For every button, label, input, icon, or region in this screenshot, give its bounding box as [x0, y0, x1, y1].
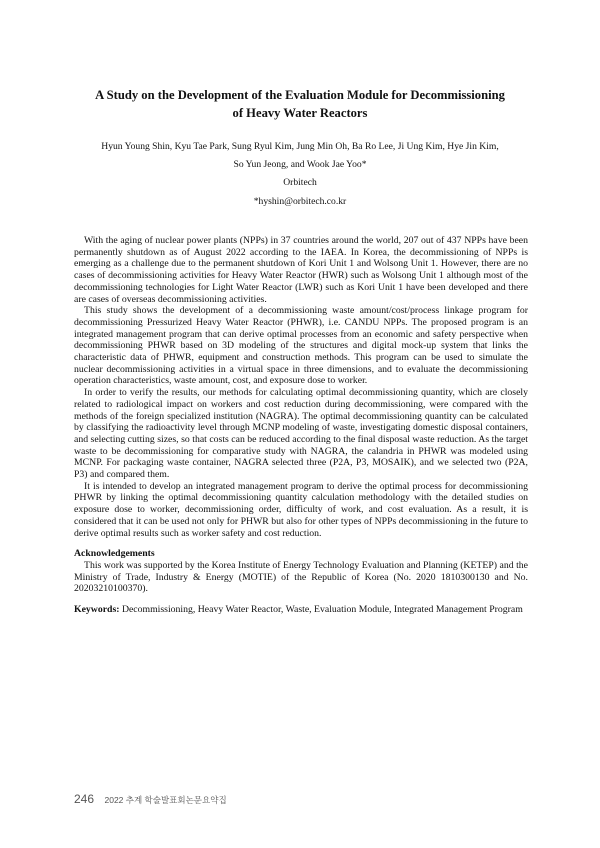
abstract-body — [74, 235, 528, 616]
body-paragraph: It is intended to develop an integrated management program to derive the optimal process for decommissioning PHWR by linking the optimal decommissioning quantity calculation methodology with the detailed studies on exposure dose to worker, decommissioning order, difficulty of work, and cost evaluation. As a result, it is considered that it can be used not only for PHWR but also for other types of NPPs decommissioning in the future to derive optimal results such as worker safety and cost reduction. — [74, 480, 528, 539]
author-list — [50, 138, 550, 174]
acknowledgements-heading: Acknowledgements — [74, 548, 155, 560]
body-paragraph: With the aging of nuclear power plants (NPPs) in 37 countries around the world, 207 out of 437 NPPs have been permanently shutdown as of August 2022 according to the IAEA. In Korea, the decommissioning of NPPs is emerging as a challenge due to the permanent shutdown of Kori Unit 1 and Wolsong Unit 1. However, there are no cases of decommissioning activities for Heavy Water Reactor (HWR) such as Wolsong Unit 1 although most of the decommissioning technologies for Light Water Reactor (LWR) such as Kori Unit 1 have been developed and there are cases of overseas decommissioning activities. — [74, 235, 528, 305]
journal-name: 2022 추계 학술발표회논문요약집 — [104, 795, 227, 805]
body-paragraph: This study shows the development of a decommissioning waste amount/cost/process linkage program for decommissioning Pressurized Heavy Water Reactor (PHWR), i.e. CANDU NPPs. The proposed program is an integrated management program that can derive optimal processes from an economic and safety perspective when decommissioning PHWR based on 3D modeling of the structures and digital mock-up system that links the characteristic data of PHWR, equipment and construction methods. This program can be used to simulate the nuclear decommissioning activities in a virtual space in three dimensions, and to evaluate the decommissioning operation characteristics, waste amount, cost, and exposure dose to worker. — [74, 305, 528, 387]
corresponding-email: *hyshin@orbitech.co.kr — [253, 196, 347, 207]
paper-title — [60, 86, 540, 122]
title-line: of Heavy Water Reactors — [232, 106, 368, 120]
keywords — [74, 604, 528, 616]
page-number: 246 — [74, 792, 95, 806]
author-line: Hyun Young Shin, Kyu Tae Park, Sung Ryul Kim, Jung Min Oh, Ba Ro Lee, Ji Ung Kim, Hye Jin Kim, — [101, 141, 499, 152]
acknowledgements-text: This work was supported by the Korea Institute of Energy Technology Evaluation and Planning (KETEP) and the Ministry of Trade, Industry & Energy (MOTIE) of the Republic of Korea (No. 2020 1810300130 and No. 20203210100370). — [74, 559, 528, 595]
title-line: A Study on the Development of the Evaluation Module for Decommissioning — [95, 88, 505, 102]
body-paragraph: In order to verify the results, our methods for calculating optimal decommissioning quantity, which are closely related to radiological impact on workers and cost reduction during decommissioning, were compared with the methods of the foreign specialized institution (NAGRA). The optimal decommissioning quantity can be calculated by classifying the radioactivity level through MCNP modeling of waste, investigating domestic disposal containers, and selecting cutting sizes, so that costs can be reduced according to the final disposal waste reduction. As the target waste to be decommissioning for comparative study with NAGRA, the calandria in PHWR was modeled using MCNP. For packaging waste container, NAGRA selected three (P2A, P3, MOSAIK), and we selected two (P2A, P3) and compared them. — [74, 387, 528, 481]
affiliation: Orbitech — [283, 177, 317, 188]
keywords-label: Keywords: — [74, 604, 120, 616]
keywords-text: Decommissioning, Heavy Water Reactor, Waste, Evaluation Module, Integrated Management Program — [121, 604, 523, 616]
author-line: So Yun Jeong, and Wook Jae Yoo* — [233, 159, 367, 170]
page-footer — [74, 790, 227, 808]
